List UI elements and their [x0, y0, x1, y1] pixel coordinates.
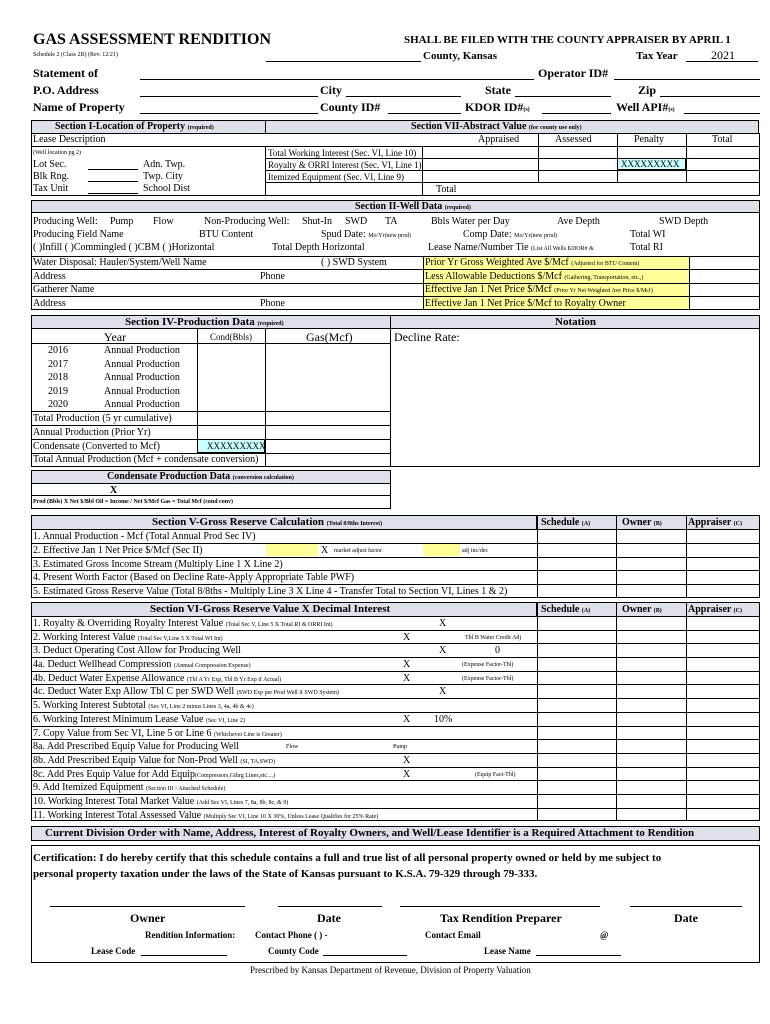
email-at: @ — [600, 930, 609, 940]
lease-code-label: Lease Code — [91, 946, 136, 956]
section-1-title: Section I-Location of Property (required) — [55, 121, 214, 132]
assessed-header: Assessed — [555, 134, 592, 145]
gatherer-phone-label: Phone — [260, 298, 285, 309]
prod-year: 2017 — [48, 359, 68, 370]
property-name-field[interactable] — [140, 113, 318, 114]
lot-sec-field[interactable] — [88, 169, 138, 170]
s6-x: X — [403, 755, 411, 766]
comp-date-label: Comp Date: Mo/Yr(new prod) — [463, 229, 557, 240]
spud-date-label: Spud Date: Mo/Yr(new prod) — [321, 229, 412, 240]
s5-line-2: 2. Effective Jan 1 Net Price $/Mcf (Sec II) — [33, 545, 203, 556]
s6-x: X — [403, 632, 411, 643]
year-header: Year — [104, 330, 127, 344]
condensate-converted-label: Condensate (Converted to Mcf) — [33, 441, 160, 452]
producing-well-label: Producing Well: — [33, 216, 98, 227]
less-allow-label: Less Allowable Deductions $/Mcf (Gathering, Transportation, etc.,) — [425, 271, 644, 282]
prod-label: Annual Production — [104, 372, 180, 383]
blk-rng-field[interactable] — [88, 181, 138, 182]
market-adjust-label: market adjust factor — [334, 548, 382, 554]
county-id-label: County ID# — [320, 100, 381, 114]
condensate-title: Condensate Production Data (conversion calculation) — [107, 471, 294, 482]
eff-price-royalty-label: Effective Jan 1 Net Price $/Mcf to Royalty Owner — [425, 298, 626, 309]
ta-option[interactable]: TA — [385, 216, 398, 227]
property-name-label: Name of Property — [33, 100, 125, 114]
s6-x: X — [439, 686, 447, 697]
prod-label: Annual Production — [104, 345, 180, 356]
condensate-formula: Prod (Bbls) X Net $/Bbl Oil = Income / Net $/Mcf Gas = Total Mcf (cond conv) — [33, 499, 234, 505]
swd-system-option[interactable]: ( ) SWD System — [321, 257, 387, 268]
market-adjust-cell[interactable] — [423, 544, 460, 556]
non-producing-label: Non-Producing Well: — [204, 216, 290, 227]
prod-label: Annual Production — [104, 399, 180, 410]
notation-label: Notation — [555, 316, 596, 328]
min-lease-pct: 10% — [434, 714, 453, 725]
county-code-field[interactable] — [323, 955, 407, 956]
total-depth-horizontal-label: Total Depth Horizontal — [272, 242, 365, 253]
schedule-a-label: Schedule (A) — [541, 517, 591, 528]
s6-line-8a: 8a. Add Prescribed Equip Value for Producing Well — [33, 741, 240, 752]
form-title: GAS ASSESSMENT RENDITION — [33, 31, 272, 48]
penalty-header: Penalty — [634, 134, 664, 145]
s6-line-8b: 8b. Add Prescribed Equip Value for Non-Prod Well (SI, TA,SWD) — [33, 755, 275, 766]
s6-line-8c: 8c. Add Pres Equip Value for Add Equip(Compressors,Gthrg Lines,etc....) — [33, 769, 276, 780]
eff-price-label: Effective Jan 1 Net Price $/Mcf (Prior Yr Net Weighted Ave Price $/Mcf) — [425, 284, 653, 295]
lease-name-tie-label: Lease Name/Number Tie (List All Wells KDOR# & — [428, 242, 594, 253]
s6-x: X — [403, 714, 411, 725]
adn-twp-label: Adn. Twp. — [143, 159, 186, 170]
flow-label: Flow — [286, 744, 299, 750]
preparer-label: Tax Rendition Preparer — [440, 911, 562, 925]
flow-option[interactable]: Flow — [153, 216, 174, 227]
swd-option[interactable]: SWD — [345, 216, 368, 227]
s6-x: X — [403, 673, 411, 684]
s6-x: X — [439, 645, 447, 656]
annual-prior-label: Annual Production (Prior Yr) — [33, 427, 151, 438]
tax-year-label: Tax Year — [636, 50, 678, 62]
owner-date-label: Date — [317, 911, 341, 925]
s6-x: X — [403, 769, 411, 780]
county-code-label: County Code — [268, 946, 319, 956]
s6-line-4a: 4a. Deduct Wellhead Compression (Annual Compression Expense) — [33, 659, 251, 670]
contact-email-label: Contact Email — [425, 930, 481, 940]
section-2-title: Section II-Well Data (required) — [355, 201, 471, 212]
total-production-label: Total Production (5 yr cumulative) — [33, 413, 172, 424]
operator-id-label: Operator ID# — [538, 66, 609, 80]
county-field[interactable] — [266, 61, 421, 62]
water-disposal-label: Water Disposal: Hauler/System/Well Name — [33, 257, 207, 268]
s6-line-6: 6. Working Interest Minimum Lease Value (Sec VI, Line 2) — [33, 714, 245, 725]
total-annual-production-label: Total Annual Production (Mcf + condensate conversion) — [33, 455, 259, 465]
section-4-title: Section IV-Production Data (required) — [125, 316, 284, 328]
lease-name-field[interactable] — [536, 955, 621, 956]
total-row: Total — [436, 184, 457, 195]
po-address-label: P.O. Address — [33, 83, 99, 97]
s6-line-2: 2. Working Interest Value (Total Sec V,Line 5 X Total WI Int) — [33, 632, 223, 643]
blk-rng-label: Blk Rng. — [33, 171, 70, 182]
owner-b-label: Owner (B) — [622, 517, 662, 528]
state-label: State — [485, 83, 511, 97]
preparer-date-field[interactable] — [630, 906, 742, 907]
s6-line-4c: 4c. Deduct Water Exp Allow Tbl C per SWD Well (SWD Exp per Prod Well if SWD System) — [33, 686, 339, 697]
owner-b-label-2: Owner (B) — [622, 604, 662, 615]
appraised-header: Appraised — [478, 134, 520, 145]
royalty-row: Royalty & ORRI Interest (Sec. VI, Line 1) — [268, 160, 422, 170]
s6-line-4b: 4b. Deduct Water Expense Allowance (Tbl A Yr Exp, Tbl B Yr Exp if Actual) — [33, 673, 282, 684]
total-wi-row: Total Working Interest (Sec. VI, Line 10) — [268, 148, 417, 158]
cond-header: Cond(Bbls) — [210, 332, 253, 342]
city-label: City — [320, 83, 342, 97]
certification-line-1: Certification: I do hereby certify that this schedule contains a full and true list of all personal property owned or held by me subject to — [33, 852, 662, 864]
kdor-id-label: KDOR ID#(s) — [465, 100, 530, 114]
expense-factor-1: (Expense Factor-Tbl) — [462, 662, 514, 668]
prior-yr-label: Prior Yr Gross Weighted Ave $/Mcf (Adjusted for BTU Content) — [425, 257, 640, 268]
kdor-id-field[interactable] — [542, 113, 611, 114]
net-price-cell[interactable] — [266, 544, 318, 556]
attachment-banner-text: Current Division Order with Name, Address, Interest of Royalty Owners, and Well/Lease Identifier is a Required Attachment to Rendition — [45, 827, 695, 839]
lease-description-label: Lease Description — [33, 134, 106, 145]
owner-label: Owner — [130, 911, 166, 925]
s6-x: X — [403, 659, 411, 670]
county-kansas-label: County, Kansas — [423, 50, 497, 62]
owner-signature-field[interactable] — [50, 906, 245, 907]
cond-xx: XXXXXXXXX — [207, 441, 266, 451]
total-header: Total — [712, 134, 733, 145]
pump-option[interactable]: Pump — [110, 216, 134, 227]
decline-rate-label: Decline Rate: — [394, 330, 460, 344]
well-api-field[interactable] — [684, 113, 760, 114]
lot-sec-label: Lot Sec. — [33, 159, 67, 170]
schedule-revision: Schedule 2 (Class 2B) (Rev. 12/21) — [33, 52, 118, 58]
expense-factor-2: (Expense Factor-Tbl) — [462, 676, 514, 682]
section-7-title: Section VII-Abstract Value (for county use only) — [411, 121, 582, 132]
s5-line-4: 4. Present Worth Factor (Based on Decline Rate-Apply Appropriate Table PWF) — [33, 572, 355, 583]
gas-header: Gas(Mcf) — [306, 330, 353, 344]
city-field[interactable] — [346, 96, 461, 97]
owner-date-field[interactable] — [278, 906, 382, 907]
state-field[interactable] — [515, 96, 611, 97]
total-ri-label: Total RI — [630, 242, 663, 253]
lease-code-field[interactable] — [141, 955, 227, 956]
school-dist-label: School Dist — [143, 183, 190, 194]
s5-line-5: 5. Estimated Gross Reserve Value (Total 8/8ths - Multiply Line 3 X Line 4 - Transfer Total to Section VI, Lines 1 & 2) — [33, 586, 508, 597]
appraiser-c-label: Appraiser (C) — [688, 517, 742, 528]
schedule-a-label-2: Schedule (A) — [541, 604, 591, 615]
preparer-signature-field[interactable] — [400, 906, 600, 907]
btu-label: BTU Content — [199, 229, 254, 240]
s6-line-10: 10. Working Interest Total Market Value (Add Sec VI, Lines 7, 8a, 8b, 8c, & 9) — [33, 796, 289, 807]
equip-factor: (Equip Fact-Tbl) — [475, 772, 516, 778]
well-type-options[interactable]: ( )Infill ( )Commingled ( )CBM ( )Horizontal — [33, 242, 215, 253]
statement-of-field[interactable] — [140, 79, 534, 80]
disposal-address-label: Address — [33, 271, 66, 282]
statement-of-label: Statement of — [33, 66, 98, 80]
po-address-field[interactable] — [140, 96, 318, 97]
s5-line-1: 1. Annual Production - Mcf (Total Annual Prod Sec IV) — [33, 531, 256, 542]
s6-x: X — [439, 618, 447, 629]
operating-cost-zero: 0 — [495, 645, 500, 656]
s6-line-3: 3. Deduct Operating Cost Allow for Producing Well — [33, 645, 241, 656]
prod-year: 2019 — [48, 386, 68, 397]
prescribed-by: Prescribed by Kansas Department of Revenue, Division of Property Valuation — [250, 965, 531, 975]
prod-label: Annual Production — [104, 386, 180, 397]
condensate-x: X — [110, 485, 118, 496]
contact-phone-field[interactable]: Contact Phone ( ) - — [255, 930, 328, 940]
itemized-row: Itemized Equipment (Sec. VI, Line 9) — [268, 172, 405, 182]
tax-unit-label: Tax Unit — [33, 183, 69, 194]
bbls-water-label: Bbls Water per Day — [431, 216, 510, 227]
prod-label: Annual Production — [104, 359, 180, 370]
appraiser-c-label-2: Appraiser (C) — [688, 604, 742, 615]
preparer-date-label: Date — [674, 911, 698, 925]
prod-year: 2016 — [48, 345, 68, 356]
gatherer-address-label: Address — [33, 298, 66, 309]
s5-x: X — [321, 545, 329, 556]
ave-depth-label: Ave Depth — [557, 216, 600, 227]
tax-year-value: 2021 — [711, 48, 735, 62]
s6-line-9: 9. Add Itemized Equipment (Section III - Attached Schedule) — [33, 782, 226, 793]
prod-year: 2020 — [48, 399, 68, 410]
s5-line-3: 3. Estimated Gross Income Stream (Multiply Line 1 X Line 2) — [33, 559, 283, 570]
zip-label: Zip — [638, 83, 657, 97]
operator-id-field[interactable] — [614, 79, 760, 80]
water-credit-label: Tbl B Water Credit Adj — [465, 635, 522, 641]
county-id-field[interactable] — [388, 113, 461, 114]
field-name-label: Producing Field Name — [33, 229, 124, 240]
rendition-info-label: Rendition Information: — [145, 930, 236, 940]
penalty-xx: XXXXXXXXX — [621, 159, 680, 169]
section-6-title: Section VI-Gross Reserve Value X Decimal Interest — [150, 603, 391, 615]
section-5-title: Section V-Gross Reserve Calculation (Total 8/8ths Interest) — [152, 516, 383, 528]
twp-city-label: Twp. City — [143, 171, 183, 182]
well-api-label: Well API#(s) — [616, 100, 675, 114]
s6-line-11: 11. Working Interest Total Assessed Value (Multiply Sec VI, Line 10 X 30%, Unless Lease Qualifies for 25% Rate) — [33, 810, 379, 821]
shut-in-option[interactable]: Shut-In — [302, 216, 332, 227]
adj-inc-dec-label: adj inc/dec — [462, 548, 489, 554]
filing-deadline: SHALL BE FILED WITH THE COUNTY APPRAISER BY APRIL 1 — [404, 34, 731, 46]
prod-year: 2018 — [48, 372, 68, 383]
total-wi-label: Total WI — [630, 229, 666, 240]
pump-label: Pump — [393, 744, 408, 750]
s6-line-1: 1. Royalty & Overriding Royalty Interest Value (Total Sec V, Line 5 X Total RI & ORRI Int) — [33, 618, 333, 629]
certification-line-2: personal property taxation under the laws of the State of Kansas pursuant to K.S.A. 79-329 through 79-333. — [33, 868, 538, 880]
gatherer-name-label: Gatherer Name — [33, 284, 95, 295]
swd-depth-label: SWD Depth — [659, 216, 709, 227]
s6-line-5: 5. Working Interest Subtotal (Sec VI, Line 2 minus Lines 3, 4a, 4b & 4c) — [33, 700, 254, 711]
zip-field[interactable] — [660, 96, 760, 97]
tax-unit-field[interactable] — [88, 193, 138, 194]
well-location-note: (Well location pg 2) — [33, 150, 82, 156]
lease-name-label: Lease Name — [484, 946, 531, 956]
disposal-phone-label: Phone — [260, 271, 285, 282]
s6-line-7: 7. Copy Value from Sec VI, Line 5 or Line 6 (Whichever Line is Greater) — [33, 728, 282, 739]
